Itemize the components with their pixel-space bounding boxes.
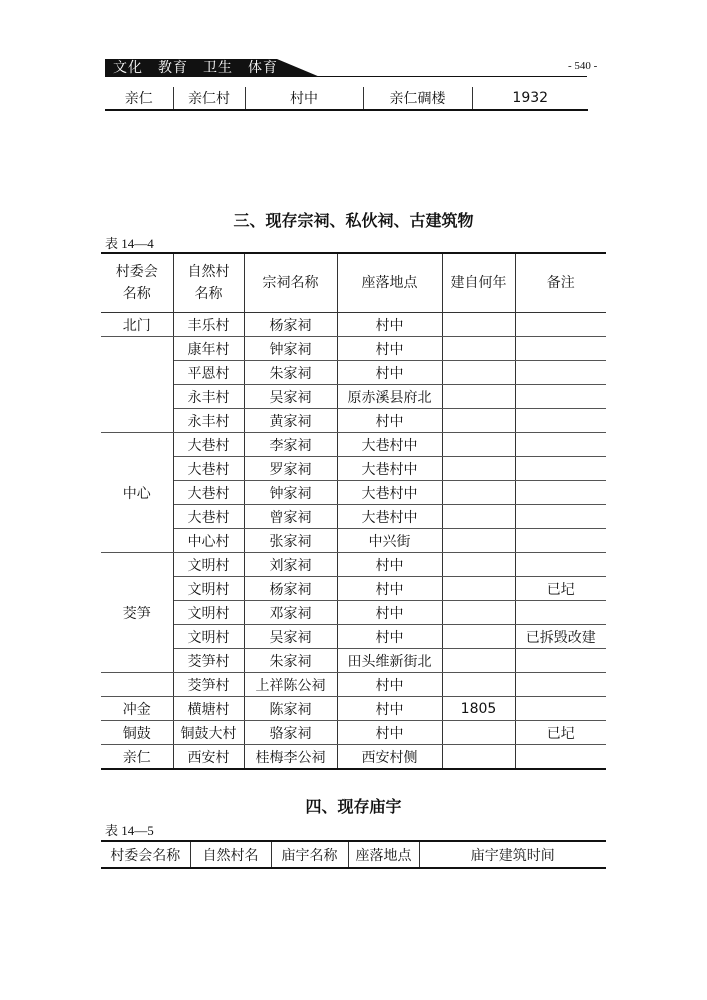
table-cell: 村中 [337,409,442,433]
table-cell: 陈家祠 [244,697,337,721]
table-label: 表 14—5 [105,823,154,838]
table-header-row [101,253,606,313]
page-number: - 540 - [568,60,598,72]
table-cell: 丰乐村 [173,313,244,337]
table-row [101,433,606,457]
table-row [101,577,606,601]
table-row [101,601,606,625]
table-cell: 已圮 [515,721,606,745]
table-row [101,625,606,649]
temples-table [101,840,606,869]
table-label: 表 14—4 [105,236,154,251]
table-row [101,649,606,673]
ancestral-halls-table [101,252,606,770]
table-cell [515,313,606,337]
table-cell: 村中 [337,697,442,721]
table-row [101,529,606,553]
table-cell: 村中 [337,361,442,385]
column-header: 庙宇名称 [271,841,348,868]
table-cell [442,433,515,457]
column-header: 村委会名称 [101,841,190,868]
column-header: 建自何年 [442,253,515,313]
table-cell: 曾家祠 [244,505,337,529]
table-cell [442,649,515,673]
table-row [101,721,606,745]
column-header: 宗祠名称 [244,253,337,313]
table-row [101,553,606,577]
table-cell: 大巷村中 [337,457,442,481]
section-title: 三、现存宗祠、私伙祠、古建筑物 [233,211,474,230]
table-cell [442,601,515,625]
table-cell [515,553,606,577]
table-row [105,87,588,110]
continued-table [105,87,588,111]
table-cell: 文明村 [173,577,244,601]
table-cell [442,505,515,529]
table-cell: 铜鼓大村 [173,721,244,745]
table-cell: 中心村 [173,529,244,553]
table-cell [442,385,515,409]
table-cell [515,481,606,505]
table-cell: 村中 [337,553,442,577]
table-cell: 茭笋村 [173,673,244,697]
table-cell: 村中 [337,577,442,601]
table-cell: 邓家祠 [244,601,337,625]
table-cell: 钟家祠 [244,337,337,361]
table-cell [515,361,606,385]
table-cell: 永丰村 [173,409,244,433]
table-cell [515,409,606,433]
table-cell: 1805 [442,697,515,721]
committee-cell: 茭笋 [101,553,173,673]
table-cell: 黄家祠 [244,409,337,433]
table-cell: 文明村 [173,553,244,577]
running-header: 文化 教育 卫生 体育 [113,60,278,76]
table-cell [442,337,515,361]
table-cell: 罗家祠 [244,457,337,481]
table-cell [515,529,606,553]
table-cell: 大巷村 [173,433,244,457]
table-cell [515,505,606,529]
table-cell: 亲仁 [105,87,173,110]
column-header: 自然村 名称 [173,253,244,313]
table-cell: 上祥陈公祠 [244,673,337,697]
table-cell: 村中 [337,673,442,697]
table-cell [515,745,606,770]
committee-cell [101,673,173,697]
table-cell [442,553,515,577]
table-cell [515,697,606,721]
table-cell: 杨家祠 [244,577,337,601]
table-cell: 文明村 [173,601,244,625]
column-header: 座落地点 [337,253,442,313]
table-row [101,505,606,529]
table-cell: 村中 [337,721,442,745]
section-title: 四、现存庙宇 [305,797,402,816]
table-row [101,409,606,433]
table-cell: 吴家祠 [244,625,337,649]
column-header: 自然村名 [190,841,271,868]
column-header: 备注 [515,253,606,313]
table-cell: 朱家祠 [244,649,337,673]
table-row [101,457,606,481]
table-cell: 中兴街 [337,529,442,553]
table-cell [442,745,515,770]
table-cell: 大巷村中 [337,505,442,529]
table-cell [442,481,515,505]
table-cell: 村中 [337,337,442,361]
column-header: 座落地点 [348,841,419,868]
committee-cell [101,337,173,433]
table-cell: 骆家祠 [244,721,337,745]
table-cell: 朱家祠 [244,361,337,385]
table-cell: 亲仁村 [173,87,245,110]
table-cell: 茭笋村 [173,649,244,673]
table-cell [515,385,606,409]
table-row [101,385,606,409]
table-cell: 大巷村中 [337,433,442,457]
table-cell [515,601,606,625]
table-cell [442,625,515,649]
table-cell: 村中 [337,313,442,337]
table-cell: 李家祠 [244,433,337,457]
header-rule [105,76,587,77]
table-row [101,745,606,770]
table-cell: 村中 [337,625,442,649]
table-cell: 文明村 [173,625,244,649]
committee-cell: 铜鼓 [101,721,173,745]
table-cell [442,361,515,385]
table-cell [442,721,515,745]
table-row [101,697,606,721]
table-cell [442,529,515,553]
table-cell: 1932 [472,87,588,110]
table-cell: 西安村侧 [337,745,442,770]
table-row [101,337,606,361]
table-cell: 大巷村 [173,457,244,481]
table-cell: 已圮 [515,577,606,601]
column-header: 村委会 名称 [101,253,173,313]
table-cell: 西安村 [173,745,244,770]
table-cell [515,337,606,361]
table-cell: 张家祠 [244,529,337,553]
table-cell: 刘家祠 [244,553,337,577]
table-cell [442,457,515,481]
table-cell: 大巷村 [173,505,244,529]
table-cell [442,409,515,433]
committee-cell: 中心 [101,433,173,553]
table-cell [442,577,515,601]
table-cell: 村中 [245,87,363,110]
table-cell [442,673,515,697]
table-cell: 村中 [337,601,442,625]
table-cell: 康年村 [173,337,244,361]
committee-cell: 亲仁 [101,745,173,770]
table-cell: 原赤溪县府北 [337,385,442,409]
table-cell [515,649,606,673]
table-header-row [101,841,606,868]
table-cell: 平恩村 [173,361,244,385]
table-row [101,481,606,505]
table-cell: 大巷村 [173,481,244,505]
table-cell [515,457,606,481]
table-cell: 永丰村 [173,385,244,409]
table-cell [515,673,606,697]
table-cell: 田头维新街北 [337,649,442,673]
table-row [101,673,606,697]
table-cell: 已拆毁改建 [515,625,606,649]
committee-cell: 北门 [101,313,173,337]
committee-cell: 冲金 [101,697,173,721]
column-header: 庙宇建筑时间 [419,841,606,868]
table-cell: 横塘村 [173,697,244,721]
table-cell: 吴家祠 [244,385,337,409]
table-cell: 钟家祠 [244,481,337,505]
table-cell: 亲仁碉楼 [363,87,472,110]
table-cell: 杨家祠 [244,313,337,337]
table-cell: 大巷村中 [337,481,442,505]
table-row [101,313,606,337]
table-cell [515,433,606,457]
table-row [101,361,606,385]
table-cell: 桂梅李公祠 [244,745,337,770]
table-cell [442,313,515,337]
